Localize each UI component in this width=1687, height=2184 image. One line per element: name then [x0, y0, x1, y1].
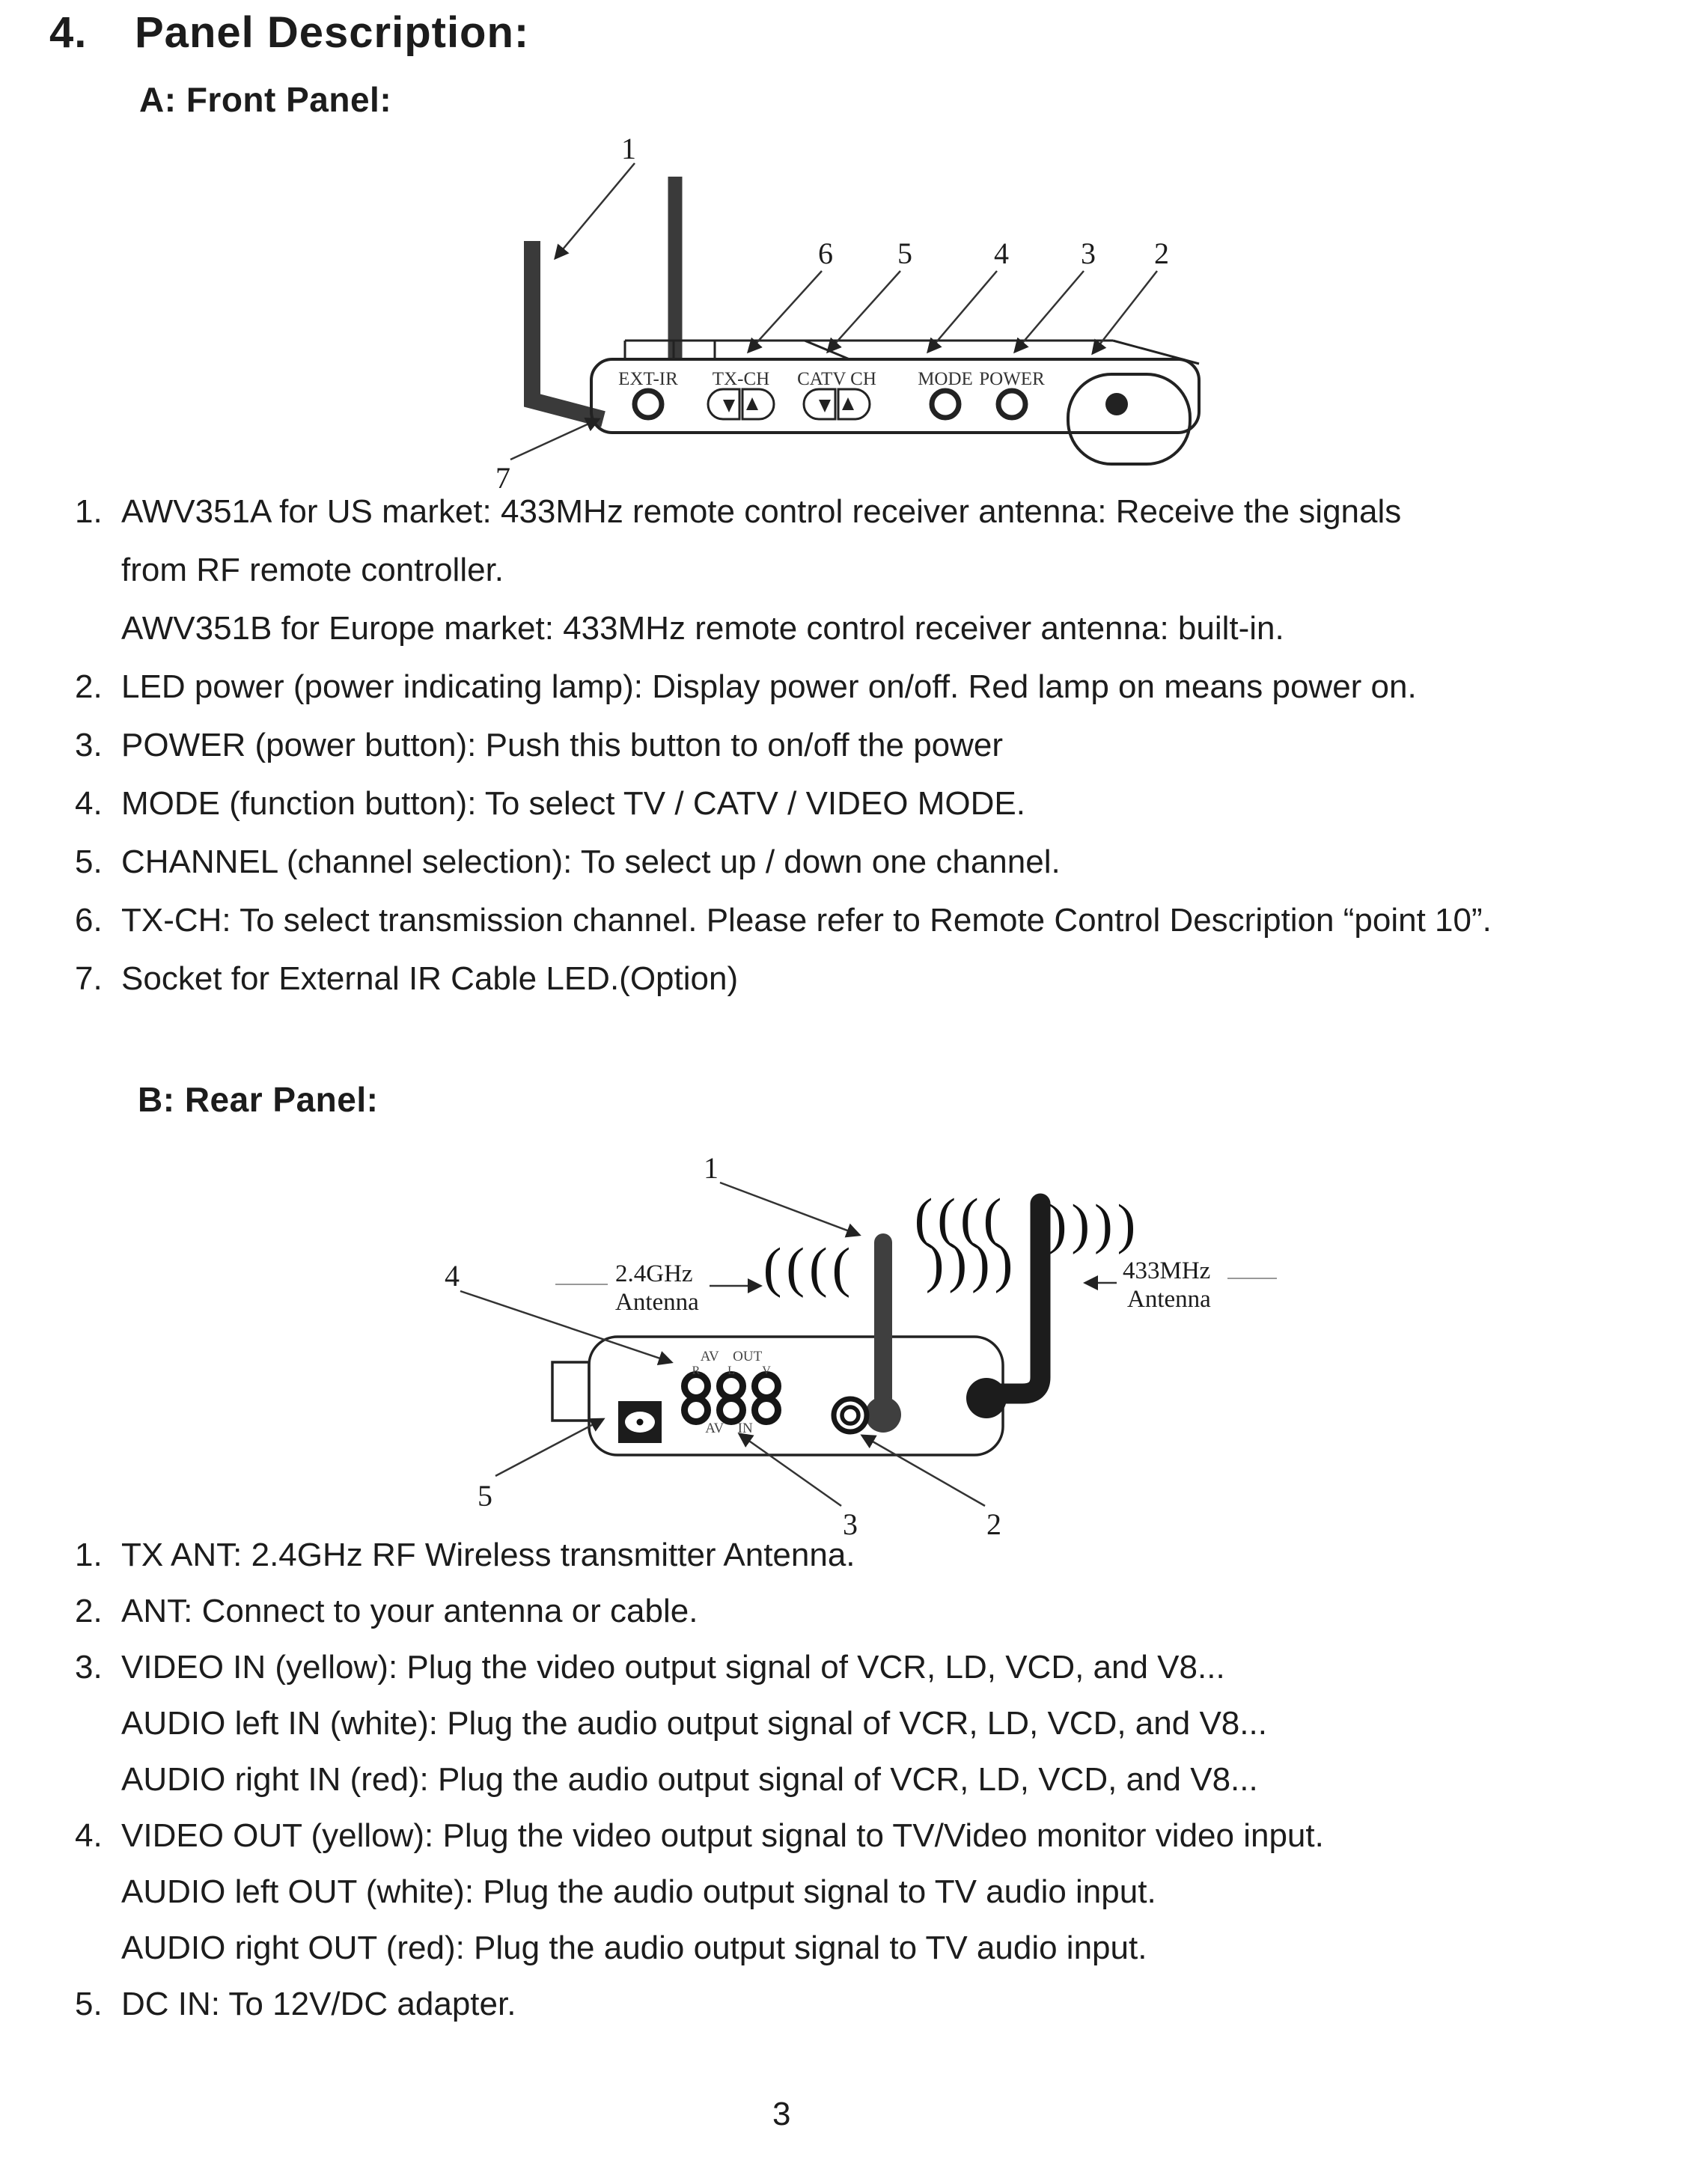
- list-item: [75, 716, 1647, 775]
- tx-ch-label: TX-CH: [712, 369, 770, 389]
- list-item: [75, 833, 1647, 891]
- item-text: MODE (function button): To select TV / CATV / VIDEO MODE.: [121, 785, 1025, 822]
- callout-5: 5: [478, 1479, 492, 1513]
- arrow-down-icon: [819, 400, 831, 412]
- ghz-label-line1: 2.4GHz: [615, 1260, 693, 1287]
- item-number: 5.: [75, 844, 103, 880]
- catv-ch-label: CATV CH: [797, 369, 876, 389]
- list-item: [75, 1976, 1647, 2032]
- list-item: [75, 1864, 1647, 1920]
- rca-r-label: R: [692, 1364, 701, 1377]
- tx-antenna-base: [865, 1397, 901, 1433]
- rca-v-label: V: [762, 1364, 771, 1377]
- ext-ir-socket-icon: [635, 391, 662, 418]
- led-housing: [1068, 374, 1190, 464]
- callout-3: 3: [1081, 237, 1096, 270]
- item-number: [75, 600, 121, 658]
- power-button-icon: [998, 391, 1025, 418]
- item-number: [75, 1864, 121, 1920]
- item-text: ANT: Connect to your antenna or cable.: [121, 1593, 698, 1629]
- item-text: LED power (power indicating lamp): Display power on/off. Red lamp on means power on.: [121, 668, 1417, 705]
- power-led-icon: [1105, 393, 1128, 415]
- callout-7-leader: [510, 419, 599, 460]
- callout-4: 4: [445, 1259, 460, 1293]
- ghz-label-line2: Antenna: [615, 1289, 699, 1316]
- radio-waves-icon: )))): [1048, 1194, 1141, 1255]
- callout-2-leader: [862, 1436, 985, 1506]
- rear-panel-diagram: [404, 1145, 1362, 1564]
- rear-panel-heading: B: Rear Panel:: [138, 1080, 379, 1119]
- item-text: VIDEO OUT (yellow): Plug the video output signal to TV/Video monitor video input.: [121, 1817, 1324, 1854]
- callout-1: 1: [621, 132, 636, 165]
- rca-l-label: L: [727, 1364, 735, 1377]
- mhz-label-line1: 433MHz: [1123, 1257, 1211, 1284]
- page-number: 3: [772, 2096, 791, 2132]
- item-number: [75, 1751, 121, 1808]
- front-panel-diagram: [479, 127, 1242, 501]
- rca-out-v-icon: [755, 1375, 778, 1398]
- mode-button-icon: [932, 391, 959, 418]
- list-item: [75, 1583, 1647, 1639]
- item-number: 6.: [75, 902, 103, 939]
- catv-ch-up-button: [838, 389, 870, 419]
- callout-3-leader: [739, 1434, 841, 1506]
- arrow-up-icon: [842, 397, 854, 410]
- ext-ir-label: EXT-IR: [618, 369, 678, 389]
- item-number: 4.: [75, 1817, 103, 1854]
- item-text: TX ANT: 2.4GHz RF Wireless transmitter Antenna.: [121, 1537, 855, 1573]
- item-text: AWV351B for Europe market: 433MHz remote control receiver antenna: built-in.: [121, 610, 1284, 647]
- item-number: 3.: [75, 727, 103, 763]
- item-number: 1.: [75, 1537, 103, 1573]
- arrow-up-icon: [746, 397, 758, 410]
- item-text: DC IN: To 12V/DC adapter.: [121, 1986, 516, 2022]
- item-text: CHANNEL (channel selection): To select up / down one channel.: [121, 844, 1061, 880]
- callout-1: 1: [704, 1151, 719, 1185]
- list-item: [75, 1808, 1647, 1864]
- tx-ch-up-button: [742, 389, 774, 419]
- callout-2: 2: [986, 1507, 1001, 1541]
- mhz-label-line2: Antenna: [1127, 1286, 1211, 1313]
- callout-4: 4: [994, 237, 1009, 270]
- item-number: [75, 1920, 121, 1976]
- antenna-433mhz-base: [966, 1378, 1007, 1418]
- item-number: 2.: [75, 1593, 103, 1629]
- item-text: TX-CH: To select transmission channel. Please refer to Remote Control Description “point 10”.: [121, 902, 1492, 939]
- list-item: [75, 891, 1647, 950]
- list-item: [75, 483, 1647, 541]
- ant-coax-inner: [842, 1407, 858, 1424]
- tx-ch-down-button: [708, 389, 739, 419]
- side-tab: [552, 1362, 589, 1421]
- item-number: 2.: [75, 668, 103, 705]
- rca-out-r-icon: [685, 1375, 708, 1398]
- item-number: 3.: [75, 1649, 103, 1686]
- item-text: Socket for External IR Cable LED.(Option): [121, 960, 739, 997]
- rca-out-l-icon: [720, 1375, 743, 1398]
- list-item: [75, 1751, 1647, 1808]
- catv-ch-down-button: [804, 389, 835, 419]
- section-number: 4.: [49, 8, 88, 57]
- radio-waves-icon: ((((: [763, 1237, 855, 1299]
- rca-in-l-icon: [720, 1399, 743, 1422]
- item-number: 4.: [75, 785, 103, 822]
- rca-in-v-icon: [755, 1399, 778, 1422]
- callout-5: 5: [897, 237, 912, 270]
- callout-2-leader: [1093, 271, 1157, 353]
- item-number: [75, 1695, 121, 1751]
- list-item: [75, 541, 1647, 600]
- list-item: [75, 775, 1647, 833]
- item-text: from RF remote controller.: [121, 552, 504, 588]
- callout-7: 7: [495, 461, 510, 495]
- item-text: AUDIO left OUT (white): Plug the audio output signal to TV audio input.: [121, 1873, 1156, 1910]
- item-text: AWV351A for US market: 433MHz remote control receiver antenna: Receive the signals: [121, 493, 1402, 530]
- radio-waves-icon: ((((: [914, 1188, 1007, 1249]
- callout-5-leader: [495, 1419, 603, 1476]
- power-label: POWER: [979, 369, 1045, 389]
- item-number: 1.: [75, 493, 103, 530]
- list-item: [75, 600, 1647, 658]
- item-text: AUDIO right OUT (red): Plug the audio output signal to TV audio input.: [121, 1930, 1147, 1966]
- front-panel-heading: A: Front Panel:: [139, 80, 392, 119]
- section-title: Panel Description:: [135, 8, 530, 57]
- list-item: [75, 950, 1647, 1008]
- callout-2: 2: [1154, 237, 1169, 270]
- rca-in-r-icon: [685, 1399, 708, 1422]
- radio-waves-icon: )))): [925, 1233, 1018, 1294]
- rear-panel-list: [75, 1527, 1647, 2032]
- list-item: [75, 1695, 1647, 1751]
- callout-3: 3: [843, 1507, 858, 1541]
- section-heading: [49, 7, 529, 58]
- av-out-label: AV OUT: [700, 1349, 763, 1364]
- arrow-down-icon: [723, 400, 735, 412]
- list-item: [75, 1527, 1647, 1583]
- item-number: 5.: [75, 1986, 103, 2022]
- item-text: VIDEO IN (yellow): Plug the video output signal of VCR, LD, VCD, and V8...: [121, 1649, 1225, 1686]
- item-number: [75, 541, 121, 600]
- av-in-label: AV IN: [705, 1421, 753, 1436]
- callout-6: 6: [818, 237, 833, 270]
- item-text: AUDIO right IN (red): Plug the audio output signal of VCR, LD, VCD, and V8...: [121, 1761, 1258, 1798]
- callout-1-leader: [720, 1183, 859, 1235]
- mode-label: MODE: [918, 369, 973, 389]
- front-panel-list: [75, 483, 1647, 1008]
- dc-jack-pin: [637, 1419, 644, 1426]
- item-number: 7.: [75, 960, 103, 997]
- list-item: [75, 658, 1647, 716]
- item-text: AUDIO left IN (white): Plug the audio output signal of VCR, LD, VCD, and V8...: [121, 1705, 1267, 1742]
- list-item: [75, 1920, 1647, 1976]
- callout-1-leader: [555, 163, 635, 258]
- list-item: [75, 1639, 1647, 1695]
- front-panel-body: [591, 359, 1199, 433]
- item-text: POWER (power button): Push this button to on/off the power: [121, 727, 1004, 763]
